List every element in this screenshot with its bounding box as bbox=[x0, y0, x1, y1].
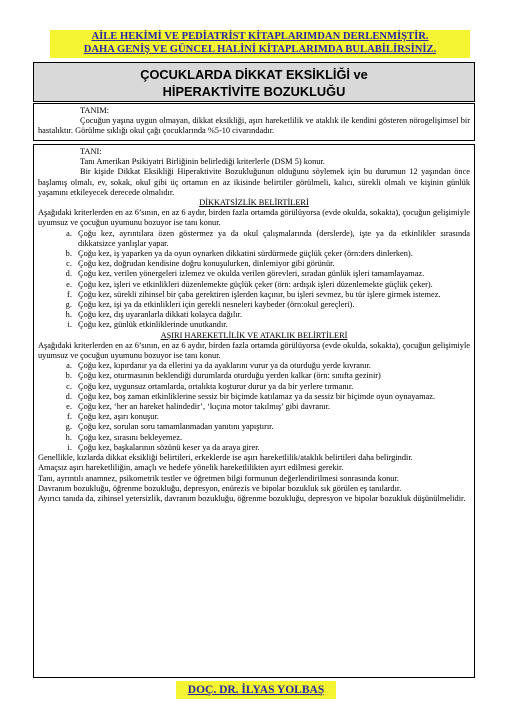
definition-text: Çocuğun yaşına uygun olmayan, dikkat eksikliği, aşırı hareketlilik ve ataklık ile kendini gösteren nörogelişimsel bir hastalıktır. Görülme sıklığı okul çağı çocuklarında %5-10 civarındadır. bbox=[38, 116, 470, 136]
closing-paragraph: Ayırıcı tanıda da, zihinsel yetersizlik, davranım bozukluğu, öğrenme bozukluğu, depresyon ve bipolar bozukluk düşünülmelidir. bbox=[38, 493, 466, 503]
list-item: d. Çoğu kez, verilen yönergeleri izlemez ve okulda verilen görevleri, sıradan günlük işleri tamamlayamaz. bbox=[74, 269, 470, 279]
list-item: f. Çoğu kez, aşırı konuşur. bbox=[74, 412, 470, 422]
definition-section bbox=[33, 103, 475, 141]
list-item: h. Çoğu kez, dış uyaranlarla dikkati kolayca dağılır. bbox=[74, 310, 470, 320]
header-banner bbox=[50, 30, 470, 58]
list-item: a. Çoğu kez, kıpırdanır ya da ellerini ya da ayaklarını vurur ya da oturduğu yerde kıvranır. bbox=[74, 361, 470, 371]
list-item: b. Çoğu kez, oturmasının beklendiği durumlarda oturduğu yerden kalkar (örn: sınıfta gezinir) bbox=[74, 371, 470, 381]
list-item: a. Çoğu kez, ayrıntılara özen göstermez ya da okul çalışmalarında (derslerde), işte ya da etkinlikler sırasında dikkatsizce yanlışlar yapar. bbox=[74, 229, 470, 249]
list-item: e. Çoğu kez, ‘her an hareket halindedir’, ‘kıçına motor takılmış’ gibi davranır. bbox=[74, 402, 470, 412]
closing-paragraph: Amaçsız aşırı hareketliliğin, amaçlı ve hedefe yönelik hareketlilikten ayırt edilmesi gerekir. bbox=[38, 463, 344, 473]
closing-paragraph: Tanı, ayrıntılı anamnez, psikometrik testler ve öğretmen bilgi formunun değerlendirilmesi sonrasında konur. bbox=[38, 473, 399, 483]
list-item: c. Çoğu kez, uygunsuz ortamlarda, ortalıkta koşturur durur ya da bir yerlere tırmanır. bbox=[74, 382, 470, 392]
diagnosis-heading: TANI: bbox=[80, 147, 102, 156]
diagnosis-paragraph-2: Bir kişide Dikkat Eksikliği Hiperaktivite Bozukluğunun olduğunu söylemek için bu durumun 12 yaşından önce başlamış olmalı, ev, sokak, okul gibi üç ortamın en az ikisinde belirtiler görülmeli, kalıcı, sürekli olmalı ve kişinin günlük yaşamını etkileyecek derecede olmalıdır. bbox=[38, 167, 470, 197]
inattention-heading: DİKKATSİZLİK BELİRTİLERİ bbox=[199, 198, 309, 208]
list-item: g. Çoğu kez, işi ya da etkinlikleri için gerekli nesneleri kaybeder (örn:okul gereçleri). bbox=[74, 300, 470, 310]
diagnosis-section bbox=[33, 144, 475, 678]
list-item: h. Çoğu kez, sırasını bekleyemez. bbox=[74, 433, 470, 443]
list-item: b. Çoğu kez, iş yaparken ya da oyun oynarken dikkatini sürdürmede güçlük çeker (örn:ders dinlerken). bbox=[74, 249, 470, 259]
list-item: d. Çoğu kez, boş zaman etkinliklerine sessiz bir biçimde katılamaz ya da sessiz bir biçimde oyun oynayamaz. bbox=[74, 392, 470, 402]
title-line-1: ÇOCUKLARDA DİKKAT EKSİKLİĞİ ve bbox=[140, 67, 368, 82]
author-name: DOÇ. DR. İLYAS YOLBAŞ bbox=[176, 681, 336, 699]
page-title bbox=[33, 62, 475, 102]
closing-paragraph: Davranım bozukluğu, öğrenme bozukluğu, depresyon, enürezis ve bipolar bozukluk sık görülen eş tanılardır. bbox=[38, 483, 402, 493]
hyperactivity-intro: Aşağıdaki kriterlerden en az 6’sının, en az 6 aydır, birden fazla ortamda görülüyorsa (evde okulda, sokakta), çocuğun gelişimiyle uyumsuz ve çocuğun uyumunu bozuyor ise tanı konur. bbox=[38, 340, 470, 361]
inattention-list bbox=[38, 229, 470, 331]
list-item: i. Çoğu kez, başkalarının sözünü keser ya da araya girer. bbox=[74, 443, 470, 453]
list-item: f. Çoğu kez, sürekli zihinsel bir çaba gerektiren işlerden kaçınır, bu işleri sevmez, bu tür işlere girmek istemez. bbox=[74, 290, 470, 300]
hyperactivity-list bbox=[38, 361, 470, 453]
definition-heading: TANIM: bbox=[80, 106, 109, 115]
hyperactivity-heading: AŞIRI HAREKETLİLİK VE ATAKLIK BELİRTİLERİ bbox=[160, 330, 348, 340]
diagnosis-paragraph-1: Tanı Amerikan Psikiyatri Birliğinin belirlediği kriterlerle (DSM 5) konur. bbox=[80, 157, 325, 167]
list-item: i. Çoğu kez, günlük etkinliklerinde unutkandır. bbox=[74, 320, 470, 330]
closing-paragraph: Genellikle, kızlarda dikkat eksikliği belirtileri, erkeklerde ise aşırı hareketlilik/ataklık belirtileri daha belirgindir. bbox=[38, 453, 413, 463]
list-item: e. Çoğu kez, işleri ve etkinlikleri düzenlemekte güçlük çeker (örn: ardışık işleri düzenlemekte güçlük çeker). bbox=[74, 280, 470, 290]
banner-line-2: DAHA GENİŞ VE GÜNCEL HALİNİ KİTAPLARIMDA BULABİLİRSİNİZ. bbox=[83, 44, 437, 55]
banner-line-1: AİLE HEKİMİ VE PEDİATRİST KİTAPLARIMDAN DERLENMİŞTİR. bbox=[91, 31, 429, 42]
list-item: g. Çoğu kez, sorulan soru tamamlanmadan yanıtını yapıştırır. bbox=[74, 422, 470, 432]
list-item: c. Çoğu kez, doğrudan kendisine doğru konuşulurken, dinlemiyor gibi görünür. bbox=[74, 259, 470, 269]
inattention-intro: Aşağıdaki kriterlerden en az 6’sının, en az 6 aydır, birden fazla ortamda görülüyorsa (evde okulda, sokakta), çocuğun gelişimiyle uyumsuz ve çocuğun uyumunu bozuyor ise tanı konur. bbox=[38, 208, 470, 228]
title-line-2: HİPERAKTİVİTE BOZUKLUĞU bbox=[162, 84, 346, 99]
